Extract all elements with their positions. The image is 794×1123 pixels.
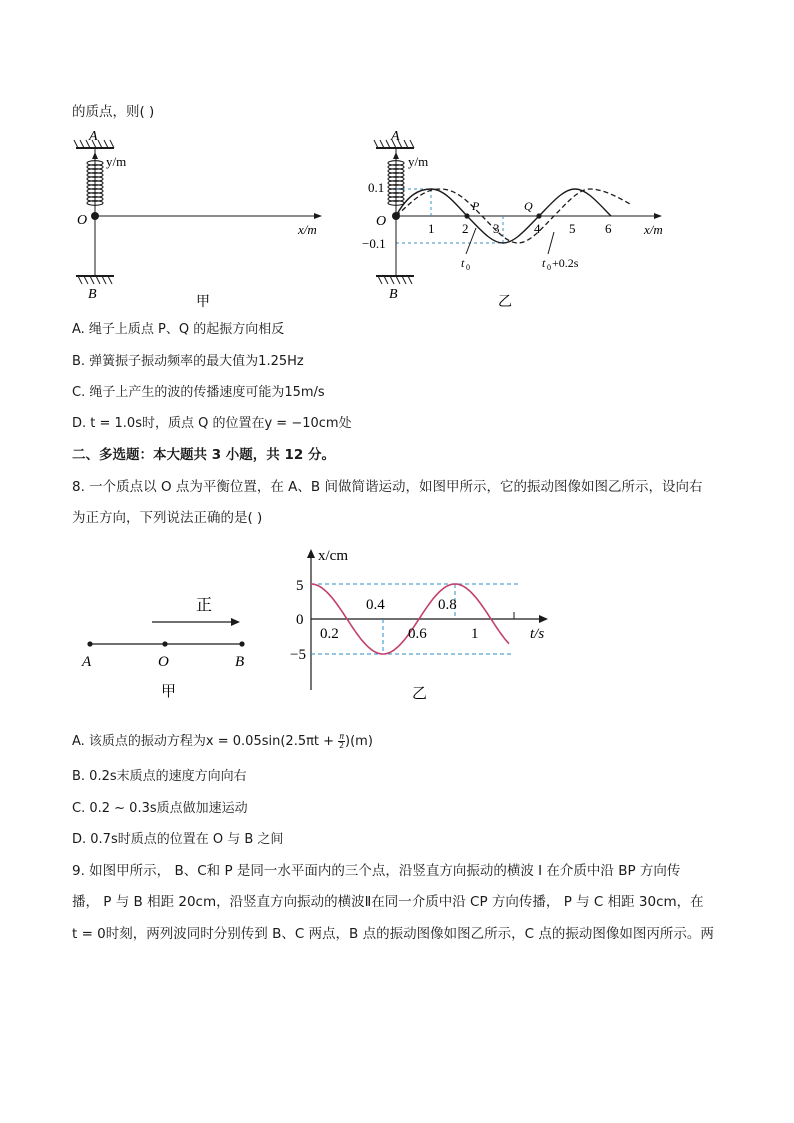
svg-text:正: 正	[196, 597, 213, 614]
q8-figure-left	[78, 590, 258, 700]
x-tick-1: 1	[471, 626, 479, 642]
y-tick-zero: 0	[296, 612, 304, 628]
svg-text:P: P	[472, 199, 480, 213]
svg-text:3: 3	[493, 221, 500, 236]
svg-text:O: O	[158, 654, 169, 670]
fraction-pi-over-2: $\frac{\pi}{2}$	[339, 732, 345, 750]
svg-text:y/m: y/m	[408, 154, 429, 169]
svg-text:O: O	[376, 214, 387, 229]
svg-text:y/m: y/m	[106, 154, 127, 169]
question-7-stem-tail: 的质点，则( )	[72, 104, 155, 120]
svg-text:t: t	[461, 256, 465, 270]
x-axis-label: t/s	[530, 626, 545, 642]
svg-text:乙: 乙	[498, 295, 512, 310]
svg-text:2: 2	[462, 221, 469, 236]
figure-1-left	[68, 126, 338, 312]
q8-option-d[interactable]: D. 0.7s时质点的位置在 O 与 B 之间	[72, 832, 284, 847]
svg-text:4: 4	[534, 221, 541, 236]
q9-stem-line-2: 播， P 与 B 相距 20cm，沿竖直方向振动的横波Ⅱ在同一介质中沿 CP 方向传播， P 与 C 相距 30cm，在	[72, 894, 704, 910]
q7-option-a[interactable]: A. 绳子上质点 P、Q 的起振方向相反	[72, 322, 285, 337]
svg-text:B: B	[88, 287, 97, 302]
x-tick-0-6: 0.6	[408, 626, 427, 642]
q8-figure-right	[286, 540, 566, 705]
svg-text:5: 5	[569, 221, 576, 236]
x-tick-0-4: 0.4	[366, 597, 385, 613]
svg-text:1: 1	[428, 221, 435, 236]
q8-option-a[interactable]: A. 该质点的振动方程为x = 0.05sin(2.5πt + $\frac{\pi}{2}$ )(m)	[72, 732, 373, 750]
svg-text:0: 0	[547, 263, 551, 272]
svg-text:x/m: x/m	[644, 222, 663, 237]
q8-stem-line-2: 为正方向，下列说法正确的是( )	[72, 510, 263, 526]
svg-text:B: B	[235, 654, 245, 670]
y-tick-pos: 5	[296, 578, 304, 594]
q8-option-b[interactable]: B. 0.2s末质点的速度方向向右	[72, 769, 247, 784]
q9-stem-line-1: 9. 如图甲所示， B、C和 P 是同一水平面内的三个点，沿竖直方向振动的横波 I 在介质中沿 BP 方向传	[72, 863, 681, 879]
q8-stem-line-1: 8. 一个质点以 O 点为平衡位置，在 A、B 间做简谐运动，如图甲所示，它的振动图像如图乙所示，设向右	[72, 479, 703, 495]
label-a: A	[89, 129, 98, 144]
svg-text:A: A	[82, 654, 92, 670]
x-tick-0-8: 0.8	[438, 597, 457, 613]
q9-stem-line-3: t = 0时刻，两列波同时分别传到 B、C 两点，B 点的振动图像如图乙所示，C 点的振动图像如图丙所示。两	[72, 926, 714, 942]
y-tick-neg: −5	[290, 647, 306, 663]
svg-text:+0.2s: +0.2s	[552, 256, 579, 270]
svg-text:0.1: 0.1	[368, 180, 385, 195]
svg-text:甲: 甲	[196, 295, 210, 310]
q7-option-c[interactable]: C. 绳子上产生的波的传播速度可能为15m/s	[72, 385, 325, 400]
svg-text:6: 6	[605, 221, 612, 236]
svg-text:O: O	[77, 213, 88, 228]
q7-option-d[interactable]: D. t = 1.0s时，质点 Q 的位置在y = −10cm处	[72, 416, 352, 431]
svg-text:A: A	[391, 129, 400, 144]
svg-text:0: 0	[466, 263, 470, 272]
q7-option-b[interactable]: B. 弹簧振子振动频率的最大值为1.25Hz	[72, 354, 304, 369]
figure-1-right	[358, 126, 678, 312]
svg-text:Q: Q	[524, 199, 533, 213]
svg-text:t: t	[542, 256, 546, 270]
svg-text:x/m: x/m	[298, 222, 317, 237]
section-2-heading: 二、多选题：本大题共 3 小题，共 12 分。	[72, 447, 335, 463]
q8-option-c[interactable]: C. 0.2 ~ 0.3s质点做加速运动	[72, 801, 248, 816]
svg-text:−0.1: −0.1	[362, 236, 386, 251]
svg-text:乙: 乙	[412, 686, 428, 702]
y-axis-label: x/cm	[318, 548, 348, 564]
svg-text:甲: 甲	[161, 684, 177, 700]
svg-text:B: B	[389, 287, 398, 302]
x-tick-0-2: 0.2	[320, 626, 339, 642]
